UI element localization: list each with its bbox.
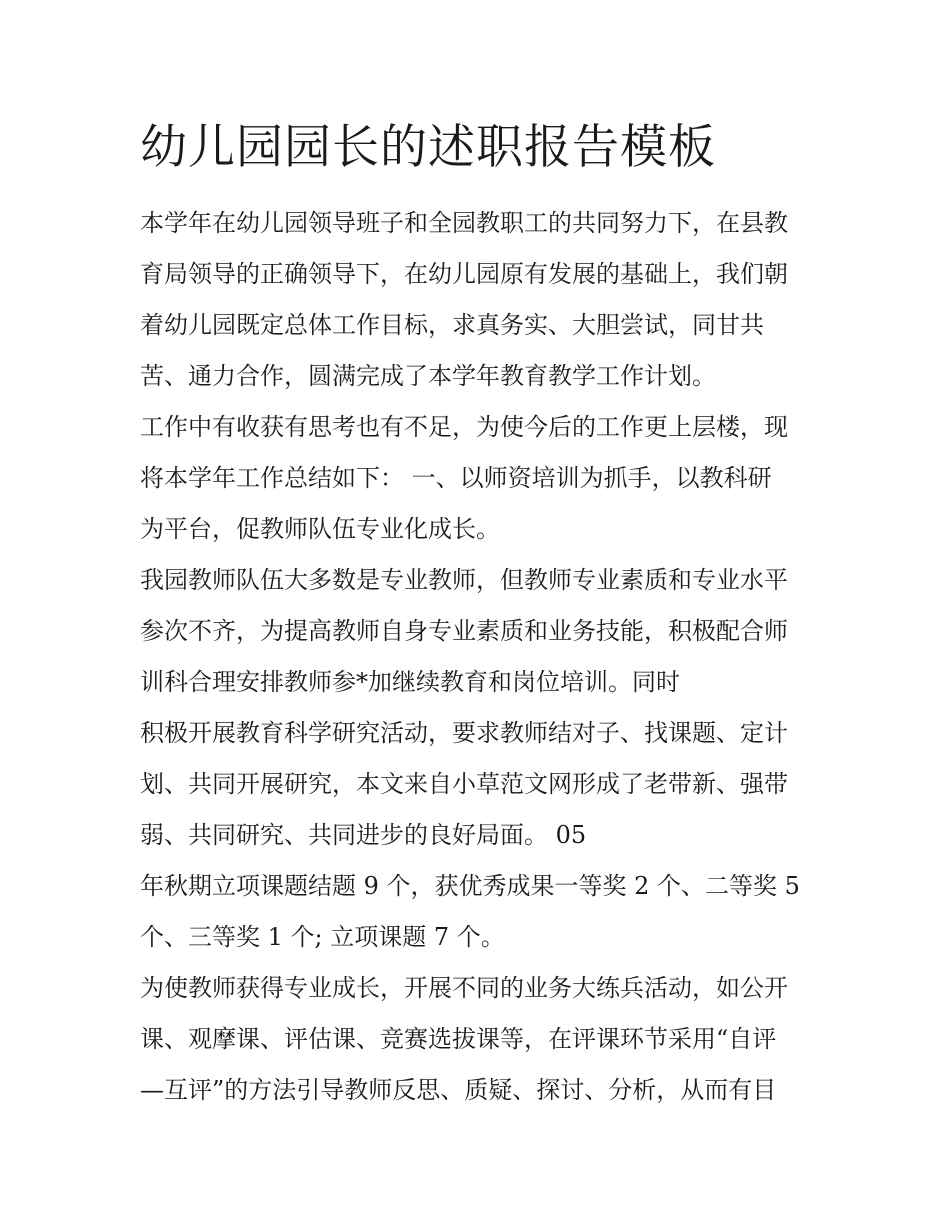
body-line: 将本学年工作总结如下： 一、以师资培训为抓手，以教科研 [140, 464, 772, 492]
body-line: 本学年在幼儿园领导班子和全园教职工的共同努力下，在县教 [140, 209, 788, 237]
body-line: 年秋期立项课题结题 9 个，获优秀成果一等奖 2 个、二等奖 5 [140, 872, 800, 900]
body-line: 弱、共同研究、共同进步的良好局面。 05 [140, 821, 587, 849]
document-body [140, 198, 820, 1116]
body-line: 课、观摩课、评估课、竞赛选拔课等，在评课环节采用“自评 [140, 1025, 777, 1053]
document-title: 幼儿园园长的述职报告模板 [140, 120, 716, 175]
body-line: 划、共同开展研究，本文来自小草范文网形成了老带新、强带 [140, 770, 788, 798]
body-line: 育局领导的正确领导下，在幼儿园原有发展的基础上，我们朝 [140, 260, 788, 288]
body-line: 参次不齐，为提高教师自身专业素质和业务技能，积极配合师 [140, 617, 788, 645]
body-line: 训科合理安排教师参*加继续教育和岗位培训。同时 [140, 668, 680, 696]
body-line: —互评”的方法引导教师反思、质疑、探讨、分析，从而有目 [140, 1076, 777, 1104]
body-line: 着幼儿园既定总体工作目标，求真务实、大胆尝试，同甘共 [140, 311, 764, 339]
body-line: 苦、通力合作，圆满完成了本学年教育教学工作计划。 [140, 362, 716, 390]
body-line: 个、三等奖 1 个; 立项课题 7 个。 [140, 923, 505, 951]
body-line: 我园教师队伍大多数是专业教师，但教师专业素质和专业水平 [140, 566, 788, 594]
body-line: 为使教师获得专业成长，开展不同的业务大练兵活动，如公开 [140, 974, 788, 1002]
body-line: 为平台，促教师队伍专业化成长。 [140, 515, 500, 543]
body-line: 工作中有收获有思考也有不足，为使今后的工作更上层楼，现 [140, 413, 788, 441]
body-line: 积极开展教育科学研究活动，要求教师结对子、找课题、定计 [140, 719, 788, 747]
